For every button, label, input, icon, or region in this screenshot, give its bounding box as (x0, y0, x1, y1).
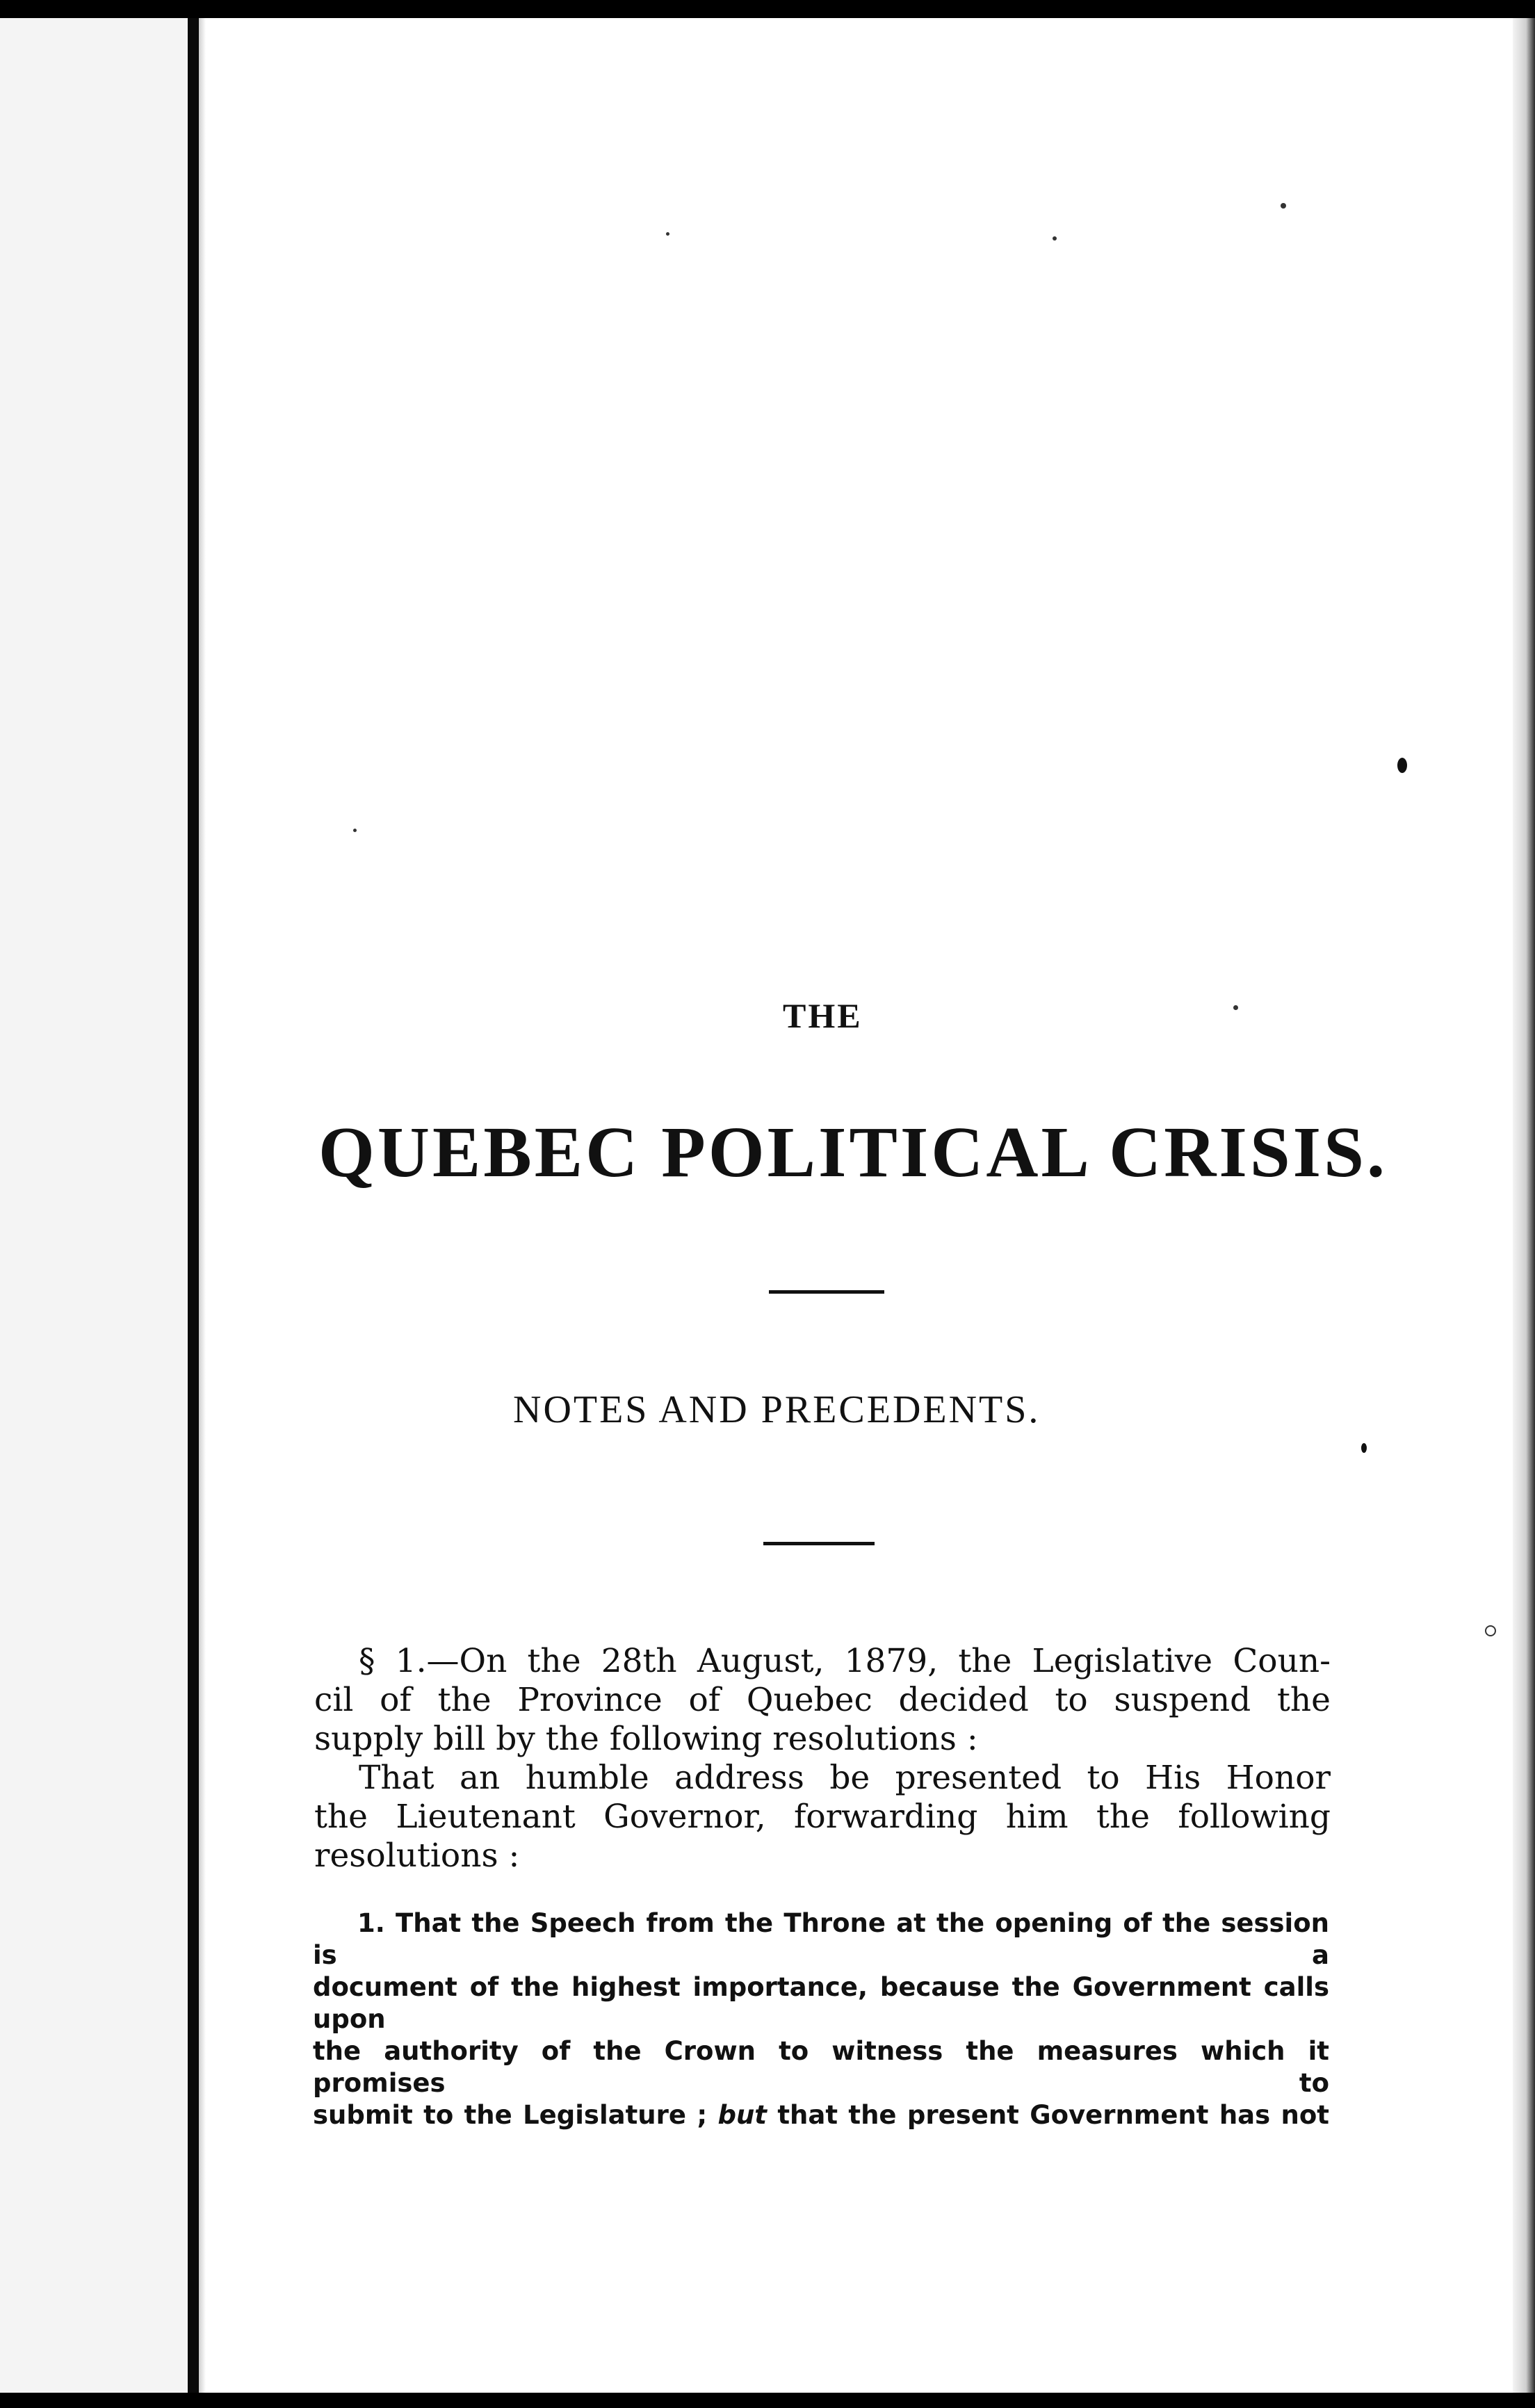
resolution-line-last (313, 2099, 1329, 2131)
address-line: That an humble address be presented to His Honor (359, 1759, 1331, 1797)
address-line: resolutions : (314, 1837, 520, 1875)
scan-bottom-border (0, 2393, 1535, 2408)
resolution-line: the authority of the Crown to witness the measures which it promises to (313, 2036, 1329, 2098)
section-1-line: supply bill by the following resolutions : (314, 1720, 978, 1758)
resolution-text: submit to the Legislature ; (313, 2100, 708, 2130)
scan-speck (1361, 1443, 1367, 1453)
document-subtitle: NOTES AND PRECEDENTS. (513, 1388, 1041, 1431)
section-1-line: § 1.—On the 28th August, 1879, the Legislative Coun- (359, 1642, 1331, 1680)
section-1-line: cil of the Province of Quebec decided to suspend the (314, 1681, 1331, 1719)
section-1-paragraph (314, 1642, 1331, 1876)
scan-speck (1281, 203, 1286, 209)
resolution-text: that the present Government has not (777, 2100, 1329, 2130)
page-right-edge (1513, 18, 1535, 2393)
scan-speck (1053, 236, 1057, 241)
resolution-1-paragraph (313, 1907, 1329, 2131)
title-divider-rule (769, 1290, 884, 1294)
book-gutter (188, 18, 199, 2393)
resolution-line: document of the highest importance, because the Government calls upon (313, 1972, 1329, 2034)
scan-top-border (0, 0, 1535, 18)
gutter-shadow (199, 18, 206, 2393)
heading-the: THE (783, 996, 863, 1035)
scan-speck (1233, 1005, 1238, 1010)
scan-speck (1485, 1625, 1496, 1636)
scan-speck (353, 829, 357, 832)
subtitle-divider-rule (763, 1542, 875, 1545)
scan-speck (666, 232, 669, 236)
resolution-line: 1. That the Speech from the Throne at the opening of the session is a (313, 1908, 1329, 1970)
resolution-italic-text: but (717, 2100, 767, 2130)
scan-speck (1397, 758, 1407, 773)
document-title: QUEBEC POLITICAL CRISIS. (318, 1112, 1388, 1192)
address-line: the Lieutenant Governor, forwarding him the following (314, 1798, 1331, 1836)
facing-page-edge (0, 18, 188, 2393)
